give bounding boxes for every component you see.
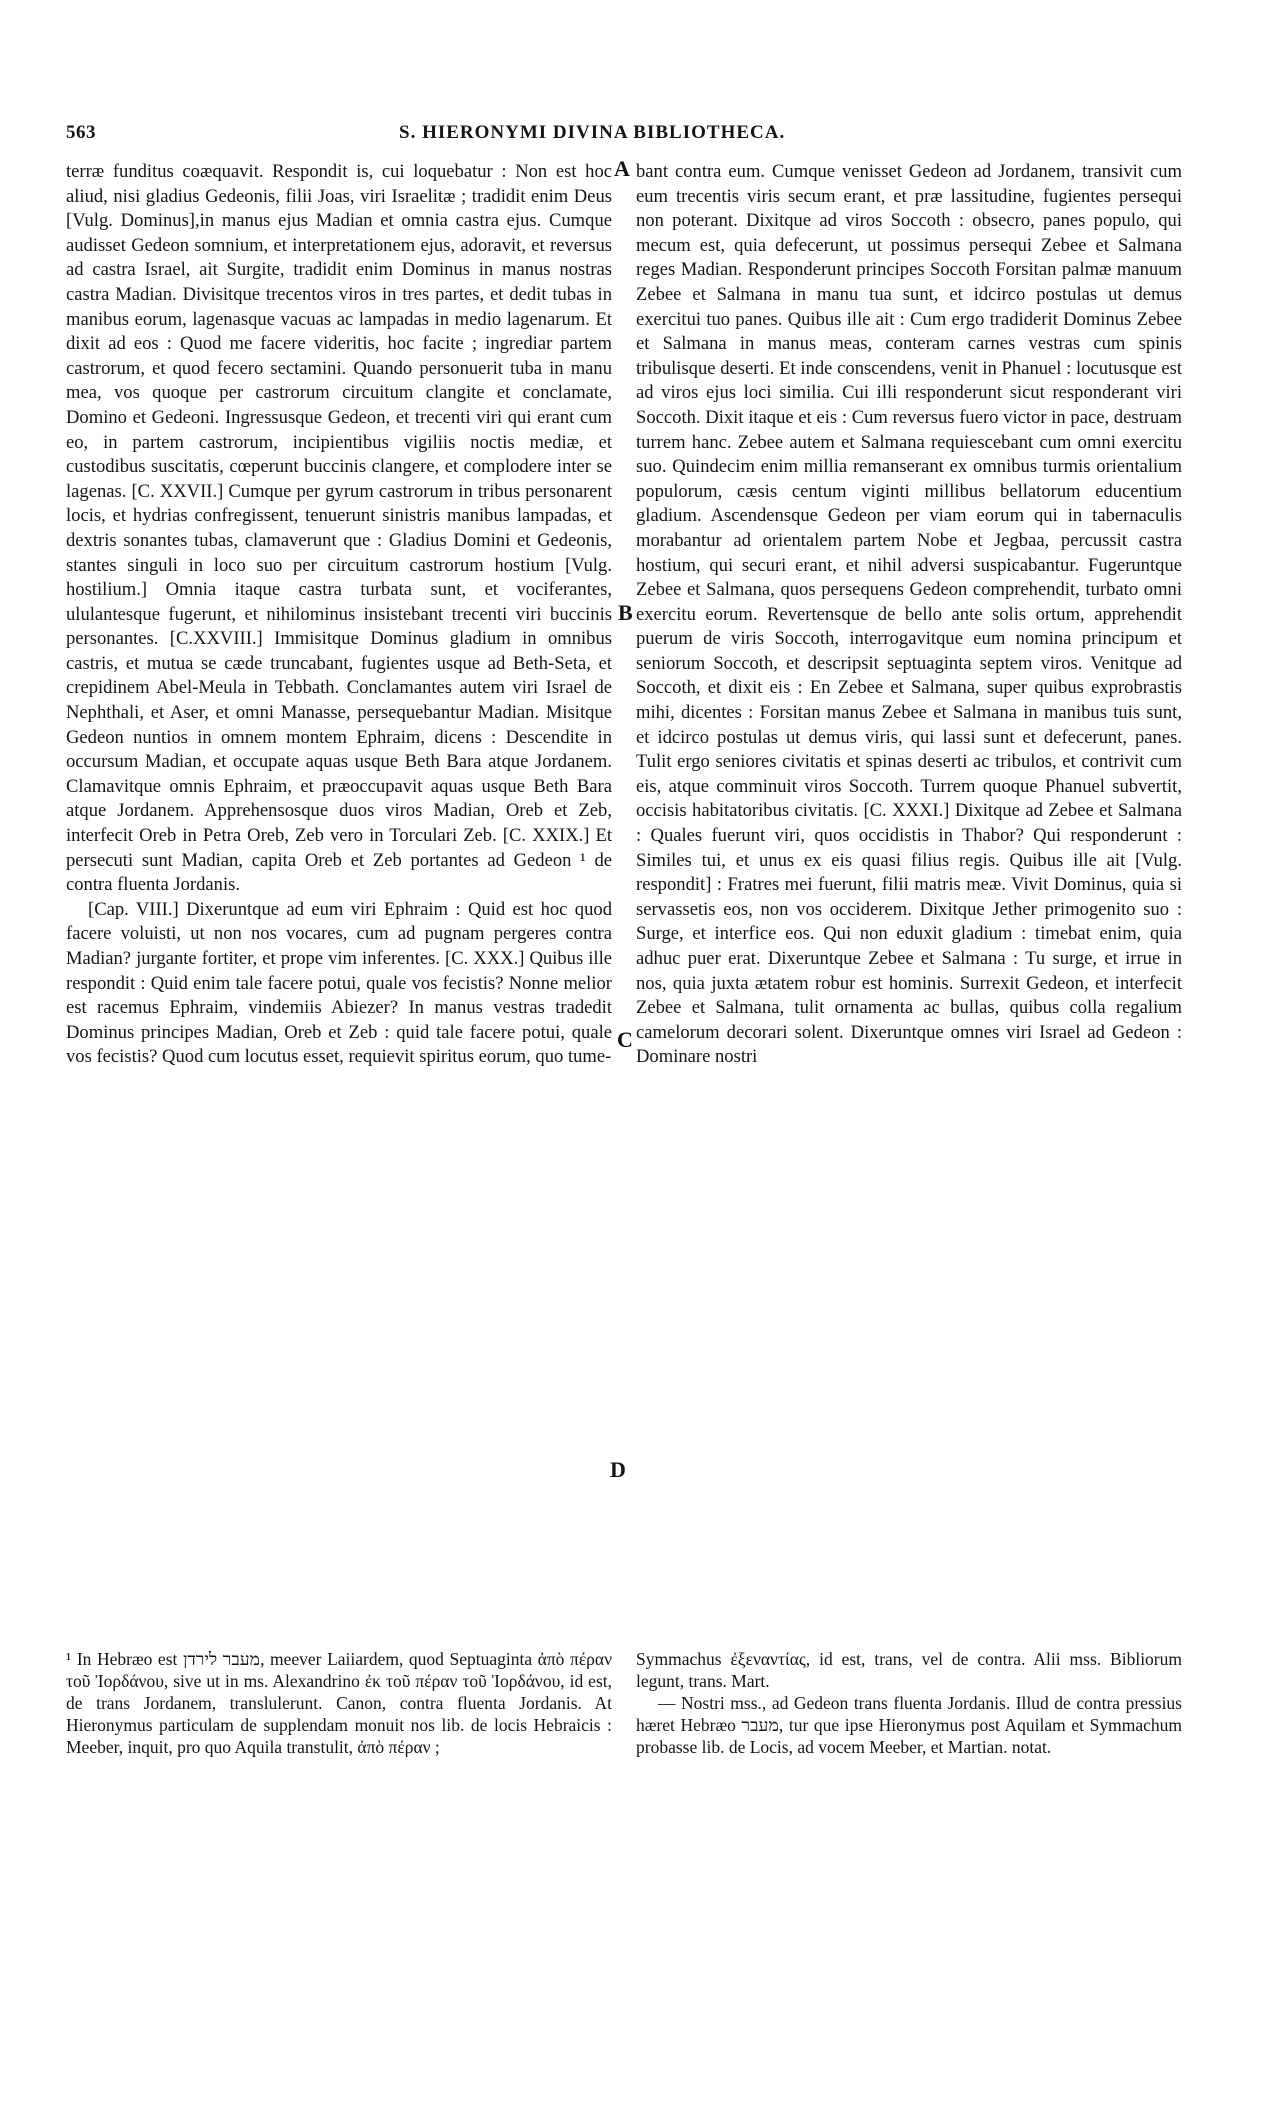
- right-column: [636, 160, 1182, 1070]
- left-column-paragraph-1: terræ funditus coæquavit. Respondit is, cui loquebatur : Non est hoc aliud, nisi gladius Gedeonis, filii Joas, viri Israelitæ ; tradidit enim Deus [Vulg. Dominus],in manus ejus Madian et omnia castra ejus. Cumque audisset Gedeon somnium, et interpretationem ejus, adoravit, et reversus ad castra Israel, ait Surgite, tradidit enim Dominus in manus nostras castra Madian. Divisitque trecentos viros in tres partes, et dedit tubas in manibus eorum, lagenasque vacuas ac lampadas in medio lagenarum. Et dixit ad eos : Quod me facere videritis, hoc facite ; ingrediar partem castrorum, et quod fecero sectamini. Quando personuerit tuba in manu mea, vos quoque per castrorum circuitum clangite et conclamate, Domino et Gedeoni. Ingressusque Gedeon, et trecenti viri qui erant cum eo, in partem castrorum, incipientibus vigiliis noctis mediæ, et custodibus suscitatis, cœperunt buccinis clangere, et complodere inter se lagenas. [C. XXVII.] Cumque per gyrum castrorum in tribus personarent locis, et hydrias confregissent, tenuerunt sinistris manibus lampadas, et dextris sonantes tubas, clamaverunt que : Gladius Domini et Gedeonis, stantes singuli in loco suo per circuitum castrorum hostium [Vulg. hostilium.] Omnia itaque castra turbata sunt, et vociferantes, ululantesque fugerunt, et nihilominus insistebant trecenti viri buccinis personantes. [C.XXVIII.] Immisitque Dominus gladium in omnibus castris, et mutua se cæde truncabant, fugientes usque ad Beth-Seta, et crepidinem Abel-Meula in Tebbath. Conclamantes autem viri Israel de Nephthali, et Aser, et omni Manasse, persequebantur Madian. Misitque Gedeon nuntios in omnem montem Ephraim, dicens : Descendite in occursum Madian, et occupate aquas usque Beth Bara atque Jordanem. Clamavitque omnis Ephraim, et præoccupavit aquas usque Beth Bara atque Jordanem. Apprehensosque duos viros Madian, Oreb et Zeb, interfecit Oreb in Petra Oreb, Zeb vero in Torculari Zeb. [C. XXIX.] Et persecuti sunt Madian, capita Oreb et Zeb portantes ad Gedeon ¹ de contra fluenta Jordanis.: [66, 161, 612, 896]
- margin-marker-a: A: [614, 156, 630, 181]
- margin-marker-c: C: [617, 1027, 633, 1052]
- footnote-continuation: Symmachus ἐξεναντίας, id est, trans, vel de contra. Alii mss. Bibliorum legunt, trans. Mart.: [636, 1649, 1182, 1691]
- footnotes-right: [636, 1648, 1182, 1758]
- margin-marker-d: D: [610, 1457, 626, 1482]
- running-header: [66, 122, 1186, 148]
- margin-marker-b: B: [618, 600, 633, 625]
- footnote-editor-note: — Nostri mss., ad Gedeon trans fluenta Jordanis. Illud de contra pressius hæret Hebræo מעבר, tur que ipse Hieronymus post Aquilam et Symmachum probasse lib. de Locis, ad vocem Meeber, et Martian. notat.: [636, 1693, 1182, 1757]
- footnotes-left: [66, 1648, 612, 1758]
- left-column-paragraph-2: [Cap. VIII.] Dixeruntque ad eum viri Ephraim : Quid est hoc quod facere voluisti, ut non nos vocares, cum ad pugnam pergeres contra Madian? jurgante fortiter, et prope vim inferentes. [C. XXX.] Quibus ille respondit : Quid enim tale facere potui, quale vos fecistis? Nonne melior est racemus Ephraim, vindemiis Abiezer? In manus vestras tradedit Dominus principes Madian, Oreb et Zeb : quid tale facere potui, quale vos fecistis? Quod cum locutus esset, requievit spiritus eorum, quo tume-: [66, 898, 612, 1068]
- running-title: S. HIERONYMI DIVINA BIBLIOTHECA.: [399, 122, 786, 143]
- left-column: [66, 160, 612, 1070]
- footnote-1: ¹ In Hebræo est מעבר לירדן, meever Laiiardem, quod Septuaginta ἀπὸ πέραν τοῦ Ἰορδάνου, sive ut in ms. Alexandrino ἐκ τοῦ πέραν τοῦ Ἰορδάνου, id est, de trans Jordanem, translulerunt. Canon, contra fluenta Jordanis. At Hieronymus particulam de supplendam monuit nos lib. de locis Hebraicis : Meeber, inquit, pro quo Aquila transtulit, ἀπὸ πέραν ;: [66, 1649, 612, 1757]
- right-column-paragraph-1: bant contra eum. Cumque venisset Gedeon ad Jordanem, transivit cum eum trecentis viris secum erant, et præ lassitudine, fugientes persequi non poterant. Dixitque ad viros Soccoth : obsecro, panes populo, qui mecum est, quia defecerunt, ut possimus persequi Zebee et Salmana reges Madian. Responderunt principes Soccoth Forsitan palmæ manuum Zebee et Salmana in manu tua sunt, et idcirco postulas ut demus exercitui tuo panes. Quibus ille ait : Cum ergo tradiderit Dominus Zebee et Salmana in manus meas, conteram carnes vestras cum spinis tribulisque deserti. Et inde conscendens, venit in Phanuel : locutusque est ad viros ejus loci similia. Cui illi responderunt sicut responderant viri Soccoth. Dixit itaque et eis : Cum reversus fuero victor in pace, destruam turrem hanc. Zebee autem et Salmana requiescebant cum omni exercitu suo. Quindecim enim millia remanserant ex omnibus turmis orientalium populorum, cæsis centum viginti millibus bellatorum educentium gladium. Ascendensque Gedeon per viam eorum qui in tabernaculis morabantur ad orientalem partem Nobe et Jegbaa, percussit castra hostium, qui securi erant, et nihil adversi suspicabantur. Fugeruntque Zebee et Salmana, quos persequens Gedeon comprehendit, turbato omni exercitu eorum. Revertensque de bello ante solis ortum, apprehendit puerum de viris Soccoth, interrogavitque eum nomina principum et seniorum Soccoth, et descripsit septuaginta septem viros. Venitque ad Soccoth, et dixit eis : En Zebee et Salmana, super quibus exprobrastis mihi, dicentes : Forsitan manus Zebee et Salmana in manibus tuis sunt, et idcirco postulas ut demus viris, qui lassi sunt et defecerunt, panes. Tulit ergo seniores civitatis et spinas deserti ac tribulos, et contrivit cum eis, atque comminuit viros Soccoth. Turrem quoque Phanuel subvertit, occisis habitatoribus civitatis. [C. XXXI.] Dixitque ad Zebee et Salmana : Quales fuerunt viri, quos occidistis in Thabor? Qui responderunt : Similes tui, et unus ex eis quasi filius regis. Quibus ille ait [Vulg. respondit] : Fratres mei fuerunt, filii matris meæ. Vivit Dominus, quia si servassetis eos, non vos occiderem. Dixitque Jether primogenito suo : Surge, et interfice eos. Qui non eduxit gladium : timebat enim, quia adhuc puer erat. Dixeruntque Zebee et Salmana : Tu surge, et irrue in nos, quia juxta ætatem robur est hominis. Surrexit Gedeon, et interfecit Zebee et Salmana, tulit ornamenta ac bullas, quibus colla regalium camelorum decorari solent. Dixeruntque omnes viri Israel ad Gedeon : Dominare nostri: [636, 161, 1182, 1068]
- page-number: 563: [66, 122, 96, 143]
